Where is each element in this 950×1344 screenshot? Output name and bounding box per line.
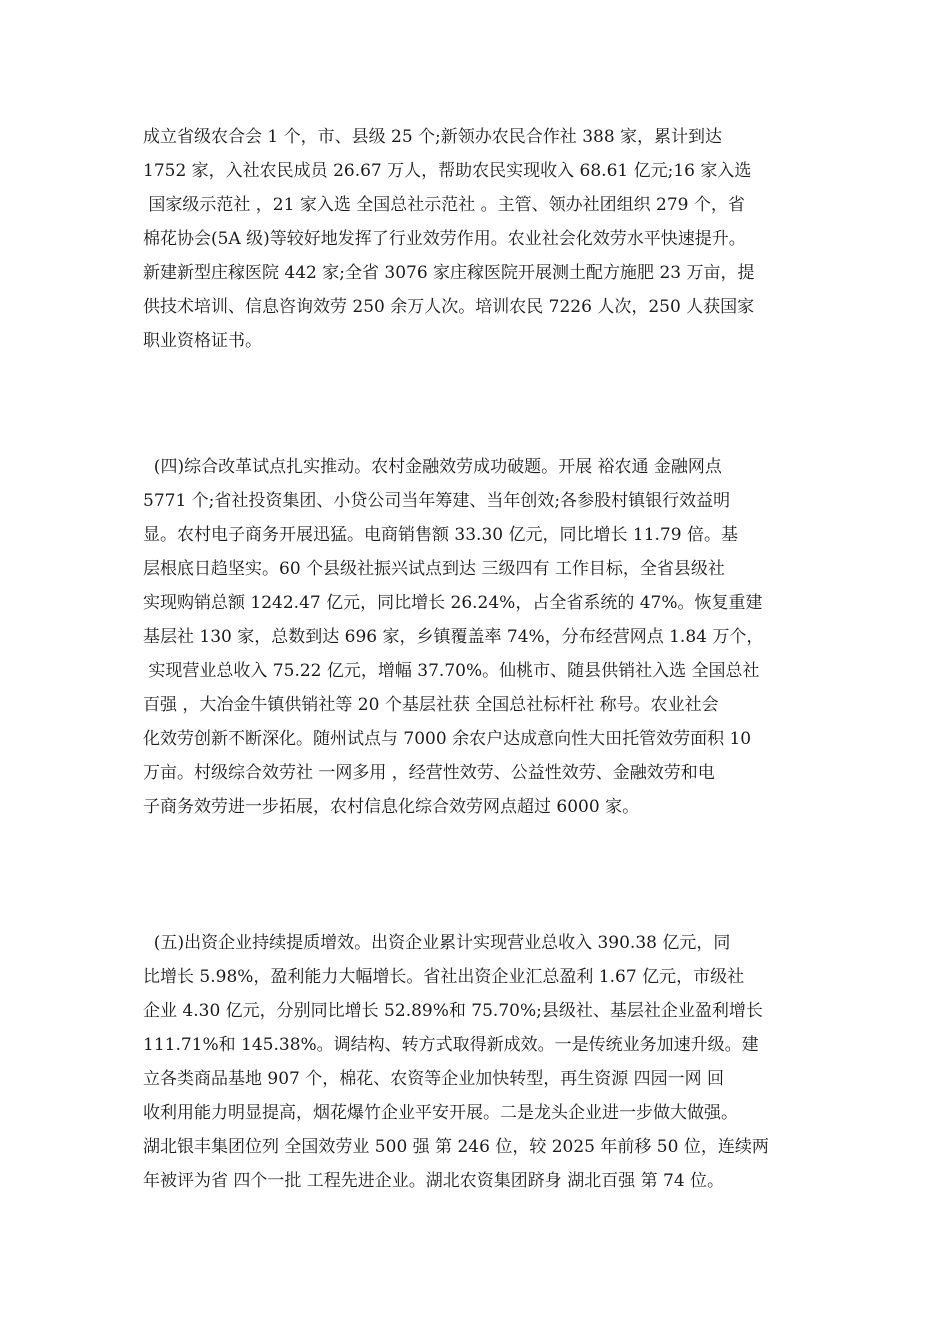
text-line: 化效劳创新不断深化。随州试点与 7000 余农户达成意向性大田托管效劳面积 10 (143, 729, 752, 749)
text-line: 成立省级农合会 1 个，市、县级 25 个;新领办农民合作社 388 家，累计到达 (143, 127, 723, 147)
text-line: 棉花协会(5A 级)等较好地发挥了行业效劳作用。农业社会化效劳水平快速提升。 (143, 229, 746, 249)
text-line: 立各类商品基地 907 个，棉花、农资等企业加快转型，再生资源 四园一网 回 (143, 1069, 725, 1089)
text-line: 国家级示范社 ，21 家入选 全国总社示范社 。主管、领办社团组织 279 个，省 (143, 195, 745, 215)
text-line: 实现营业总收入 75.22 亿元，增幅 37.70%。仙桃市、随县供销社入选 全国总社 (143, 661, 760, 681)
text-line: 子商务效劳进一步拓展，农村信息化综合效劳网点超过 6000 家。 (143, 797, 640, 817)
paragraph-enterprises (143, 926, 823, 1198)
paragraph-cooperatives (143, 120, 823, 358)
text-line: 比增长 5.98%，盈利能力大幅增长。省社出资企业汇总盈利 1.67 亿元，市级社 (143, 967, 745, 987)
text-line: (四)综合改革试点扎实推动。农村金融效劳成功破题。开展 裕农通 金融网点 (143, 457, 722, 477)
text-line: 基层社 130 家，总数到达 696 家，乡镇覆盖率 74%，分布经营网点 1.84 万个， (143, 627, 764, 647)
text-line: 供技术培训、信息咨询效劳 250 余万人次。培训农民 7226 人次，250 人获国家 (143, 297, 755, 317)
text-line: 5771 个;省社投资集团、小贷公司当年筹建、当年创效;各参股村镇银行效益明 (143, 491, 731, 511)
text-line: 万亩。村级综合效劳社 一网多用 ，经营性效劳、公益性效劳、金融效劳和电 (143, 763, 715, 783)
text-line: 收利用能力明显提高，烟花爆竹企业平安开展。二是龙头企业进一步做大做强。 (143, 1103, 738, 1123)
text-line: (五)出资企业持续提质增效。出资企业累计实现营业总收入 390.38 亿元，同 (143, 933, 731, 953)
paragraph-reform-pilots (143, 450, 823, 824)
text-line: 111.71%和 145.38%。调结构、转方式取得新成效。一是传统业务加速升级。建 (143, 1035, 759, 1055)
text-line: 职业资格证书。 (143, 331, 262, 351)
text-line: 湖北银丰集团位列 全国效劳业 500 强 第 246 位，较 2025 年前移 50 位，连续两 (143, 1137, 769, 1157)
text-line: 实现购销总额 1242.47 亿元，同比增长 26.24%，占全省系统的 47%。恢复重建 (143, 593, 763, 613)
text-line: 1752 家，入社农民成员 26.67 万人，帮助农民实现收入 68.61 亿元;16 家入选 (143, 161, 752, 181)
text-line: 显。农村电子商务开展迅猛。电商销售额 33.30 亿元，同比增长 11.79 倍。基 (143, 525, 738, 545)
text-line: 百强 ，大冶金牛镇供销社等 20 个基层社获 全国总社标杆社 称号。农业社会 (143, 695, 719, 715)
text-line: 层根底日趋坚实。60 个县级社振兴试点到达 三级四有 工作目标，全省县级社 (143, 559, 725, 579)
text-line: 企业 4.30 亿元，分别同比增长 52.89%和 75.70%;县级社、基层社企业盈利增长 (143, 1001, 763, 1021)
text-line: 年被评为省 四个一批 工程先进企业。湖北农资集团跻身 湖北百强 第 74 位。 (143, 1171, 725, 1191)
text-line: 新建新型庄稼医院 442 家;全省 3076 家庄稼医院开展测土配方施肥 23 万亩，提 (143, 263, 755, 283)
